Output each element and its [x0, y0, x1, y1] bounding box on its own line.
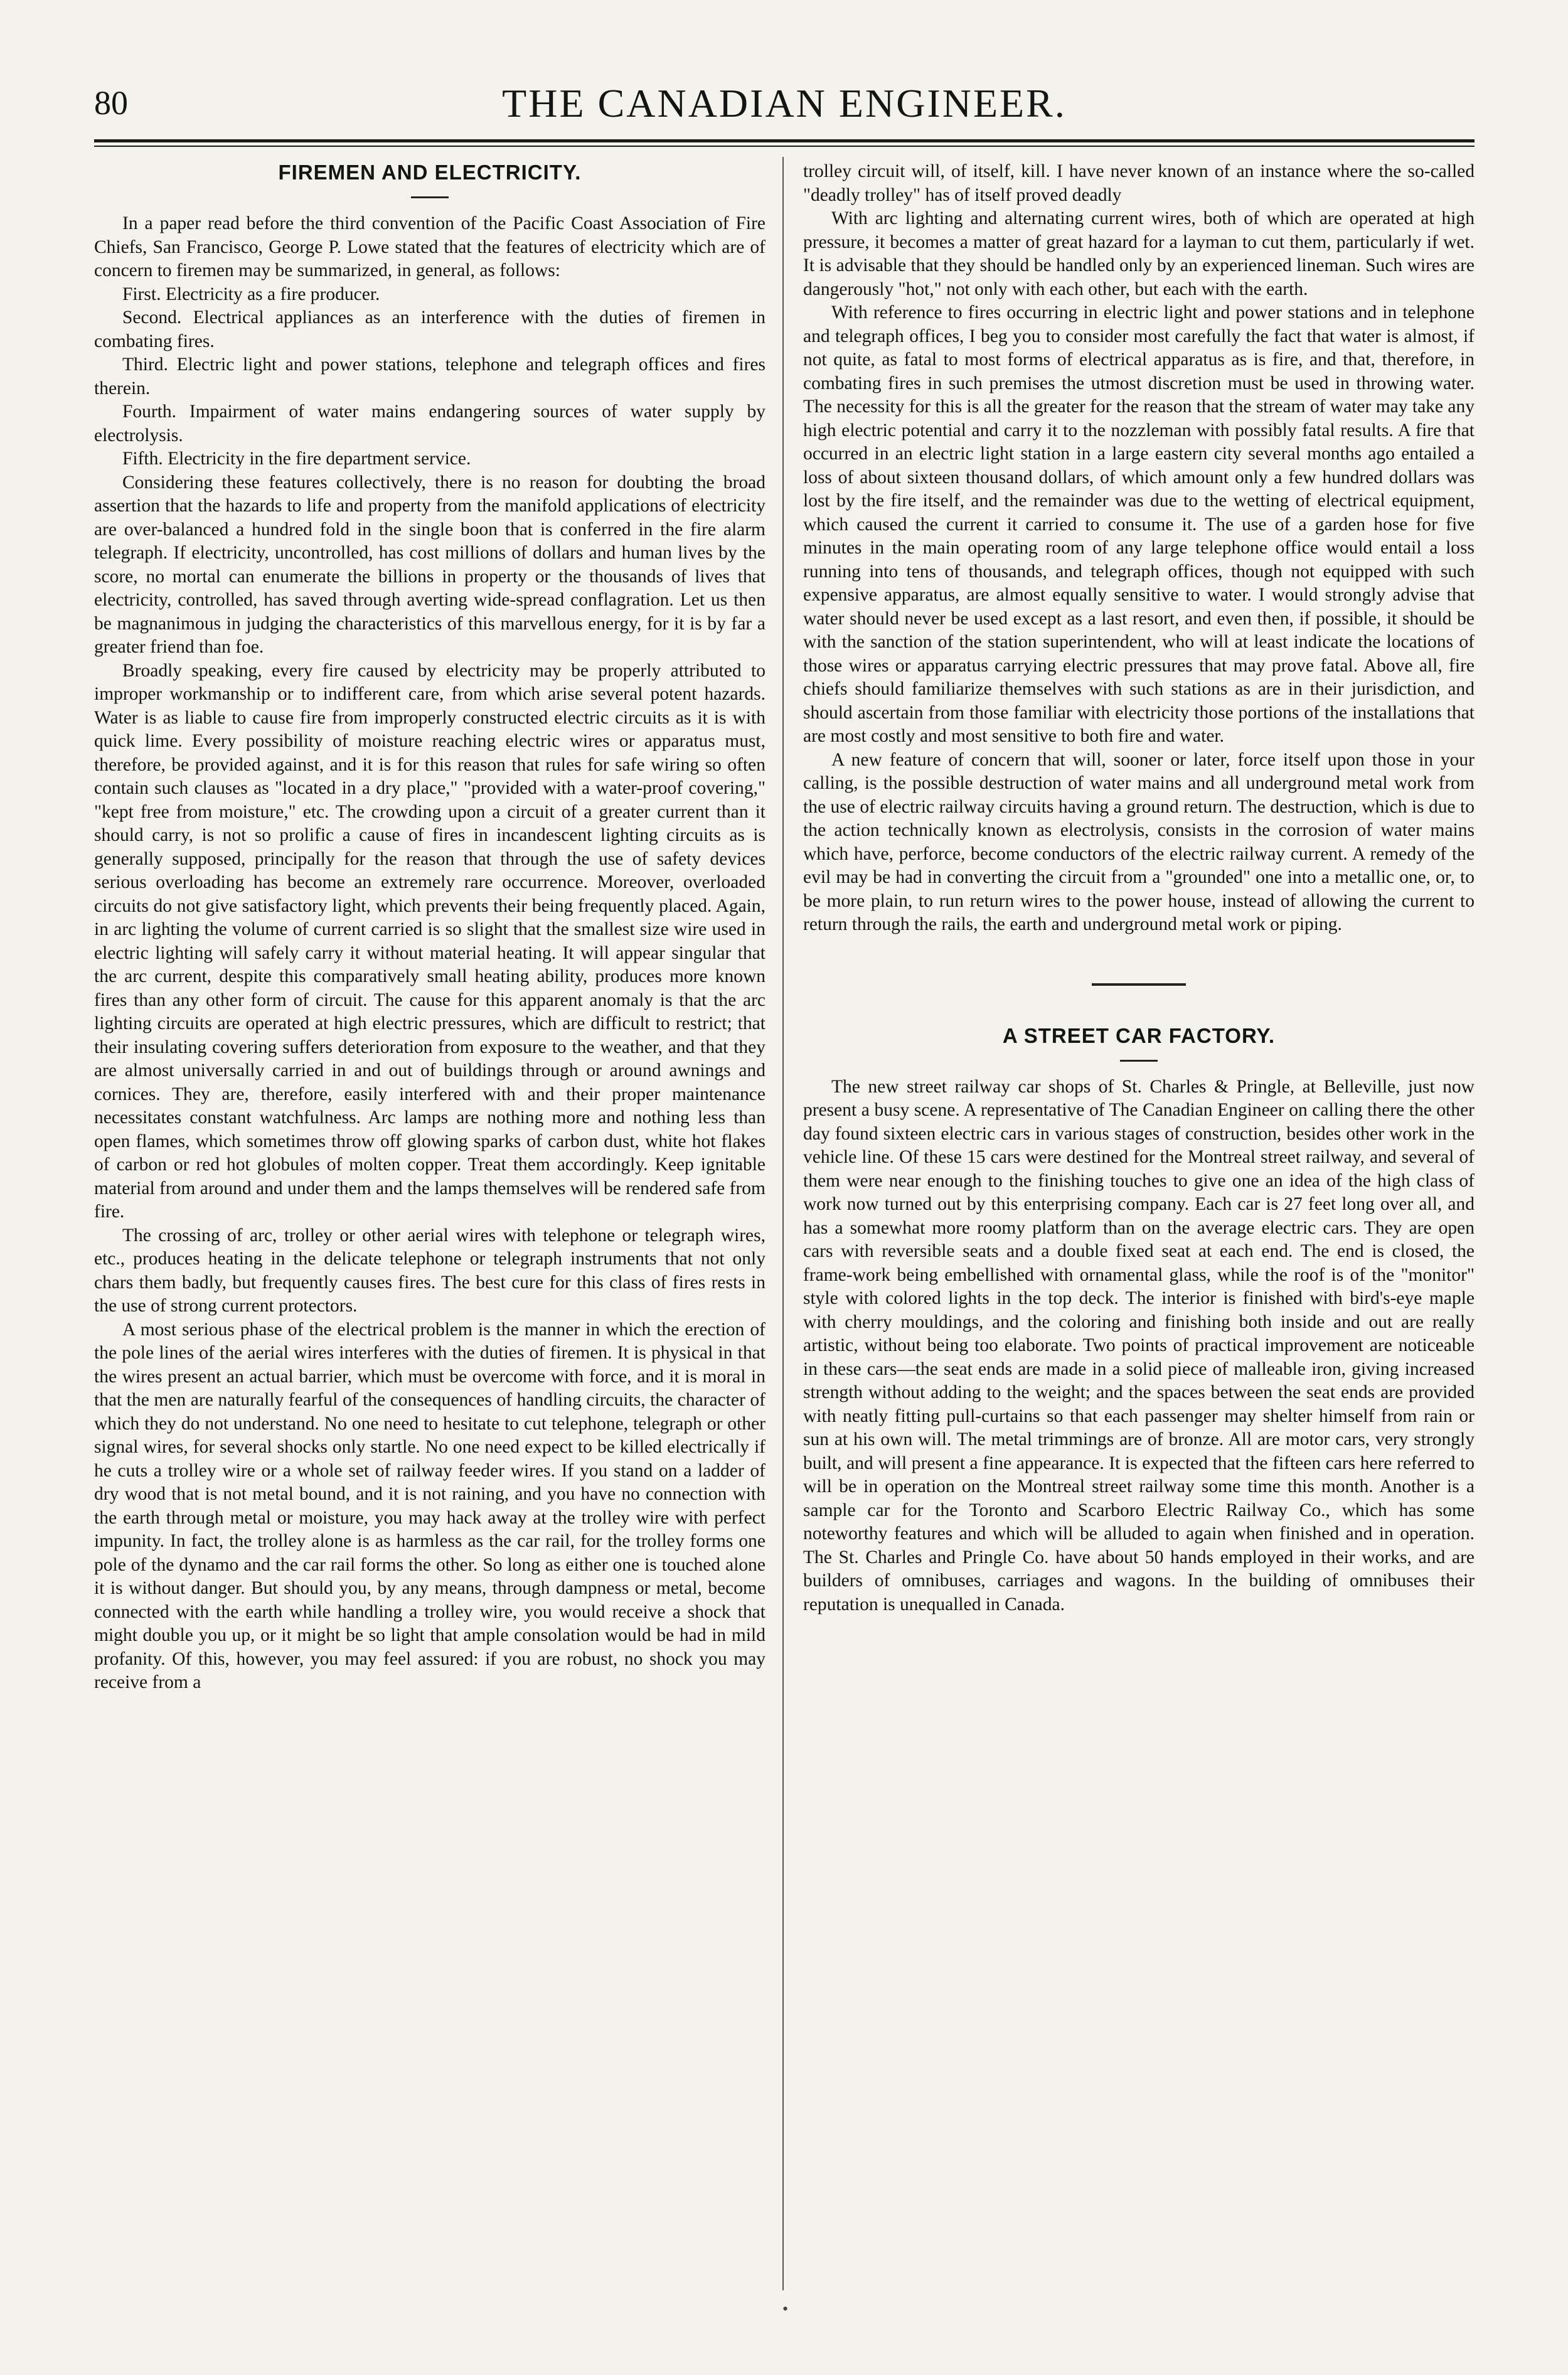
journal-title: THE CANADIAN ENGINEER.: [502, 81, 1067, 125]
list-item-first: First. Electricity as a fire producer.: [122, 284, 380, 304]
header-rule-thin: [94, 146, 1475, 147]
article-title-firemen: FIREMEN AND ELECTRICITY.: [278, 161, 582, 184]
paragraph: The new street railway car shops of St. Charles & Pringle, at Belleville, just now present a busy scene. A representative of The Canadian Engineer on calling there the other day found sixteen electric cars in various stages of construction, besides other work in the vehicle line. Of these 15 cars were destined for the Montreal street railway, and several of them were near enough to the finishing touches to give one an idea of the high class of work now turned out by this enterprising company. Each car is 27 feet long over all, and has a somewhat more roomy platform than on the average electric cars. They are open cars with reversible seats and a double fixed seat at each end. The end is closed, the frame-work being embellished with ornamental glass, while the roof is of the "monitor" style with colored lights in the top deck. The interior is finished with bird's-eye maple with cherry mouldings, and the coloring and finishing both inside and out are really artistic, without being too elaborate. Two points of practical improvement are noticeable in these cars—the seat ends are made in a solid piece of malleable iron, giving increased strength without adding to the weight; and the spaces between the seat ends are provided with neatly fitting pull-curtains so that each passenger may shelter himself from rain or sun at his own will. The metal trimmings are of bronze. All are motor cars, very strongly built, and will present a fine appearance. It is expected that the fifteen cars here referred to will be in operation on the Montreal street railway some time this month. Another is a sample car for the Toronto and Scarboro Electric Railway Co., which has some noteworthy features and which will be alluded to again when finished and in operation. The St. Charles and Pringle Co. have about 50 hands employed in their works, and are builders of omnibuses, carriages and wagons. In the building of omnibuses their reputation is unequalled in Canada.: [803, 1076, 1475, 1614]
title-rule: [1120, 1060, 1158, 1062]
paragraph: With reference to fires occurring in electric light and power stations and in telephone and telegraph offices, I beg you to consider most carefully the fact that water is almost, if not quite, as fatal to most forms of electrical apparatus as is fire, and that, therefore, in combating fires in such premises the utmost discretion must be used in throwing water. The necessity for this is all the greater for the reason that the stream of water may take any high electric potential and carry it to the nozzleman with possibly fatal results. A fire that occurred in an electric light station in a large eastern city several months ago entailed a loss of about sixteen thousand dollars, of which amount only a few hundred dollars was lost by the fire itself, and the remainder was due to the wetting of electrical equipment, which caused the current it carried to consume it. The use of a garden hose for five minutes in the main operating room of any large telephone office would entail a loss running into tens of thousands, and telegraph offices, though not equipped with such expensive apparatus, are almost equally sensitive to water. I would strongly advise that water should never be used except as a last resort, and even then, if possible, it should be with the sanction of the station superintendent, who will at least indicate the locations of those wires or apparatus carrying electric pressures that may prove fatal. Above all, fire chiefs should familiarize themselves with such stations as are in their jurisdiction, and should ascertain from those familiar with electricity those portions of the installations that are most costly and most sensitive to both fire and water.: [803, 302, 1475, 746]
page-header: [94, 82, 1475, 132]
header-rule-thick: [94, 139, 1475, 142]
list-item-fifth: Fifth. Electricity in the fire department service.: [122, 449, 471, 469]
paragraph: The crossing of arc, trolley or other aerial wires with telephone or telegraph wires, etc., produces heating in the delicate telephone or telegraph instruments that not only chars them badly, but frequently causes fires. The best cure for this class of fires rests in the use of strong current protectors.: [94, 1225, 765, 1316]
paragraph: A new feature of concern that will, sooner or later, force itself upon those in your calling, is the possible destruction of water mains and all underground metal work from the use of electric railway circuits having a ground return. The destruction, which is due to the action technically known as electrolysis, consists in the corrosion of water mains which have, perforce, become conductors of the electric railway current. A remedy of the evil may be had in converting the circuit from a "grounded" one into a metallic one, or, to be more plain, to run return wires to the power house, instead of allowing the current to return through the rails, the earth and underground metal work or piping.: [803, 749, 1475, 934]
paragraph-continuation: trolley circuit will, of itself, kill. I have never known of an instance where the so-called "deadly trolley" has of itself proved deadly: [803, 161, 1475, 205]
list-item-second: Second. Electrical appliances as an interference with the duties of firemen in combating fires.: [94, 307, 765, 351]
paragraph: With arc lighting and alternating current wires, both of which are operated at high pressure, it becomes a matter of great hazard for a layman to cut them, particularly if wet. It is advisable that they should be handled only by an experienced lineman. Such wires are dangerously "hot," not only with each other, but each with the earth.: [803, 208, 1475, 299]
article-intro: In a paper read before the third convention of the Pacific Coast Association of Fire Chiefs, San Francisco, George P. Lowe stated that the features of electricity which are of concern to firemen may be summarized, in general, as follows:: [94, 213, 765, 280]
column-divider: [782, 157, 784, 2290]
list-item-fourth: Fourth. Impairment of water mains endangering sources of water supply by electrolysis.: [94, 402, 765, 446]
title-rule: [411, 196, 449, 198]
footer-mark: •: [782, 2300, 789, 2318]
right-column: [803, 160, 1475, 2293]
left-column: [94, 160, 765, 2293]
article-title-street-car: A STREET CAR FACTORY.: [1002, 1023, 1276, 1047]
paragraph: Broadly speaking, every fire caused by electricity may be properly attributed to improper workmanship or to indifferent care, from which arise several potent hazards. Water is as liable to cause fire from improperly constructed electric circuits as it is with quick lime. Every possibility of moisture reaching electric wires or apparatus must, therefore, be provided against, and it is for this reason that rules for safe wiring so often contain such clauses as "located in a dry place," "provided with a water-proof covering," "kept free from moisture," etc. The crowding upon a circuit of a greater current than it should carry, is not so prolific a cause of fires in incandescent lighting circuits as is generally supposed, principally for the reason that through the use of safety devices serious overloading has become an extremely rare occurrence. Moreover, overloaded circuits do not give satisfactory light, which prevents their being frequently placed. Again, in arc lighting the volume of current carried is so slight that the smallest size wire used in electric lighting will safely carry it without material heating. It will appear singular that the arc current, despite this comparatively small heating ability, produces more known fires than any other form of circuit. The cause for this apparent anomaly is that the arc lighting circuits are operated at high electric pressures, which are difficult to restrict; that their insulating covering suffers deterioration from exposure to the weather, and that they are almost universally carried in and out of buildings through or around awnings and cornices. They are, therefore, easily interfered with and their proper maintenance necessitates constant watchfulness. Arc lamps are nothing more and nothing less than open flames, which sometimes throw off glowing sparks of carbon dust, white hot flakes of carbon or red hot globules of molten copper. Treat them accordingly. Keep ignitable material from around and under them and the lamps themselves will be rendered safe from fire.: [94, 660, 765, 1222]
paragraph: A most serious phase of the electrical problem is the manner in which the erection of the pole lines of the aerial wires interferes with the duties of firemen. It is physical in that the wires present an actual barrier, which must be overcome with force, and it is moral in that the men are naturally fearful of the consequences of handling circuits, the character of which they do not understand. No one need to hesitate to cut telephone, telegraph or other signal wires, for several shocks only startle. No one need expect to be killed electrically if he cuts a trolley wire or a whole set of railway feeder wires. If you stand on a ladder of dry wood that is not metal bound, and it is not raining, and you have no connection with the earth through metal or moisture, you may hack away at the trolley wire with perfect impunity. In fact, the trolley alone is as harmless as the car rail, for the trolley forms one pole of the dynamo and the car rail forms the other. So long as either one is touched alone it is without danger. But should you, by any means, through dampness or metal, become connected with the earth while handling a trolley wire, you would receive a shock that might double you up, or it might be so light that ample consolation would be had in mild profanity. Of this, however, you may feel assured: if you are robust, no shock you may receive from a: [94, 1319, 765, 1692]
paragraph: Considering these features collectively, there is no reason for doubting the broad assertion that the hazards to life and property from the manifold applications of electricity are over-balanced a hundred fold in the single boon that is conferred in the fire alarm telegraph. If electricity, uncontrolled, has cost millions of dollars and human lives by the score, no mortal can enumerate the billions in property or the thousands of lives that electricity, controlled, has saved through averting wide-spread conflagration. Let us then be magnanimous in judging the characteristics of this marvellous energy, for it is by far a greater friend than foe.: [94, 472, 765, 657]
page-number: 80: [94, 84, 128, 122]
list-item-third: Third. Electric light and power stations, telephone and telegraph offices and fires therein.: [94, 355, 765, 398]
article-separator: [1092, 983, 1186, 986]
